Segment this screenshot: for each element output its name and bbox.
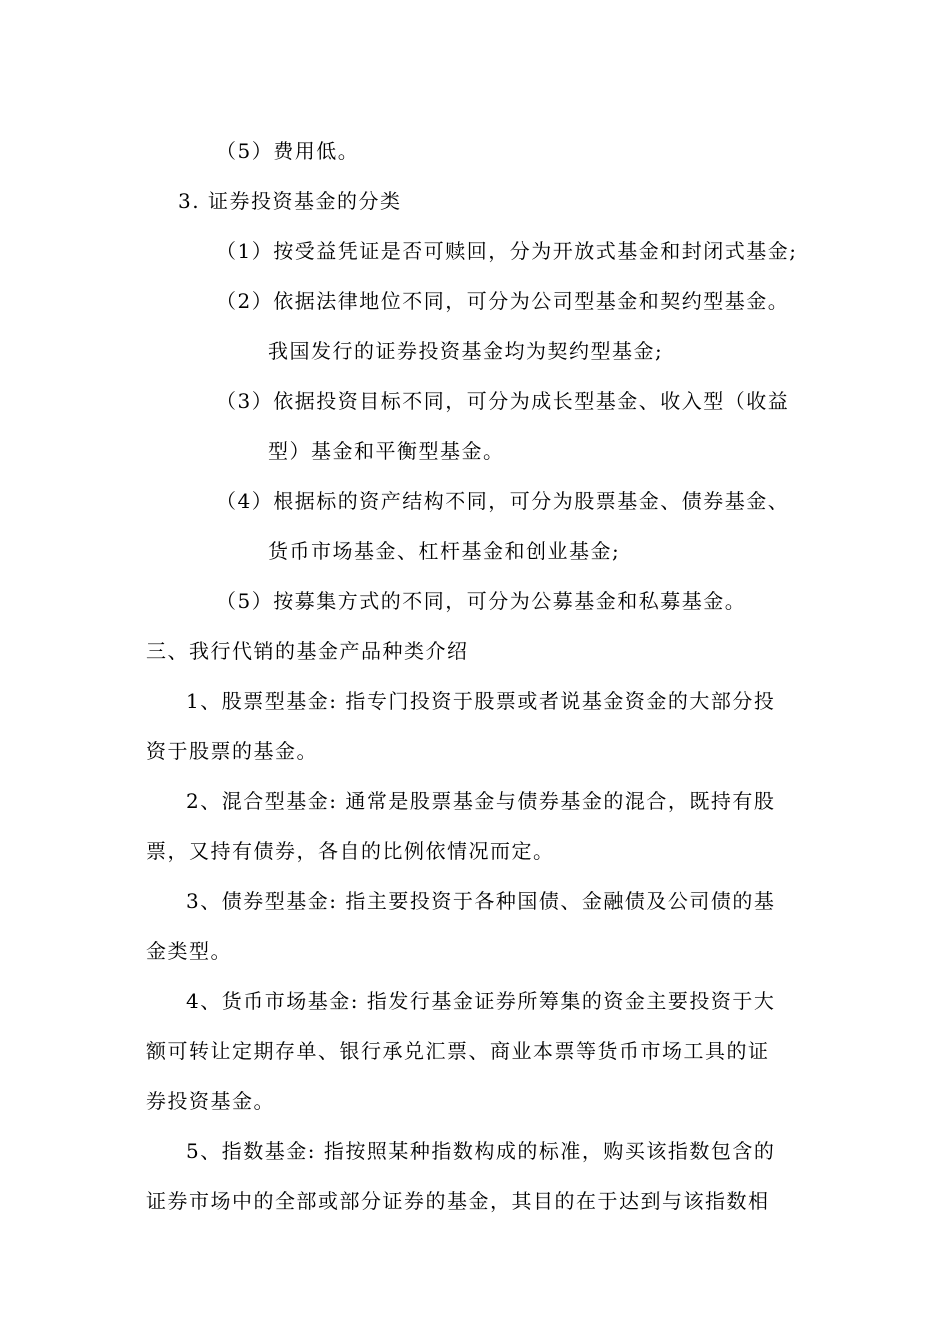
classification-item-5: （5）按募集方式的不同，可分为公募基金和私募基金。: [216, 589, 747, 613]
classification-item-1: （1）按受益凭证是否可赎回，分为开放式基金和封闭式基金;: [216, 239, 798, 263]
fund-type-3: 3、债券型基金: 指主要投资于各种国债、金融债及公司债的基: [186, 889, 776, 913]
fund-type-5: 5、指数基金: 指按照某种指数构成的标准，购买该指数包含的: [186, 1139, 776, 1163]
classification-item-4-continued: 货币市场基金、杠杆基金和创业基金;: [268, 539, 621, 563]
classification-item-3: （3）依据投资目标不同，可分为成长型基金、收入型（收益: [216, 389, 790, 413]
fund-type-3-continued: 金类型。: [146, 939, 232, 963]
fund-type-5-continued: 证券市场中的全部或部分证券的基金，其目的在于达到与该指数相: [146, 1189, 770, 1213]
fund-type-2: 2、混合型基金: 通常是股票基金与债券基金的混合，既持有股: [186, 789, 776, 813]
fund-type-4-continued-2: 券投资基金。: [146, 1089, 275, 1113]
fund-type-1-continued: 资于股票的基金。: [146, 739, 318, 763]
classification-item-4: （4）根据标的资产结构不同，可分为股票基金、债券基金、: [216, 489, 790, 513]
fund-type-2-continued: 票，又持有债券，各自的比例依情况而定。: [146, 839, 555, 863]
classification-item-2-continued: 我国发行的证券投资基金均为契约型基金;: [268, 339, 664, 363]
item-5-low-cost: （5）费用低。: [216, 139, 360, 163]
section-three-heading: 三、我行代销的基金产品种类介绍: [146, 639, 469, 663]
fund-type-1: 1、股票型基金: 指专门投资于股票或者说基金资金的大部分投: [186, 689, 776, 713]
fund-type-4-continued-1: 额可转让定期存单、银行承兑汇票、商业本票等货币市场工具的证: [146, 1039, 770, 1063]
section-3-heading: 3. 证券投资基金的分类: [178, 189, 402, 213]
classification-item-2: （2）依据法律地位不同，可分为公司型基金和契约型基金。: [216, 289, 790, 313]
classification-item-3-continued: 型）基金和平衡型基金。: [268, 439, 505, 463]
fund-type-4: 4、货币市场基金: 指发行基金证券所筹集的资金主要投资于大: [186, 989, 776, 1013]
